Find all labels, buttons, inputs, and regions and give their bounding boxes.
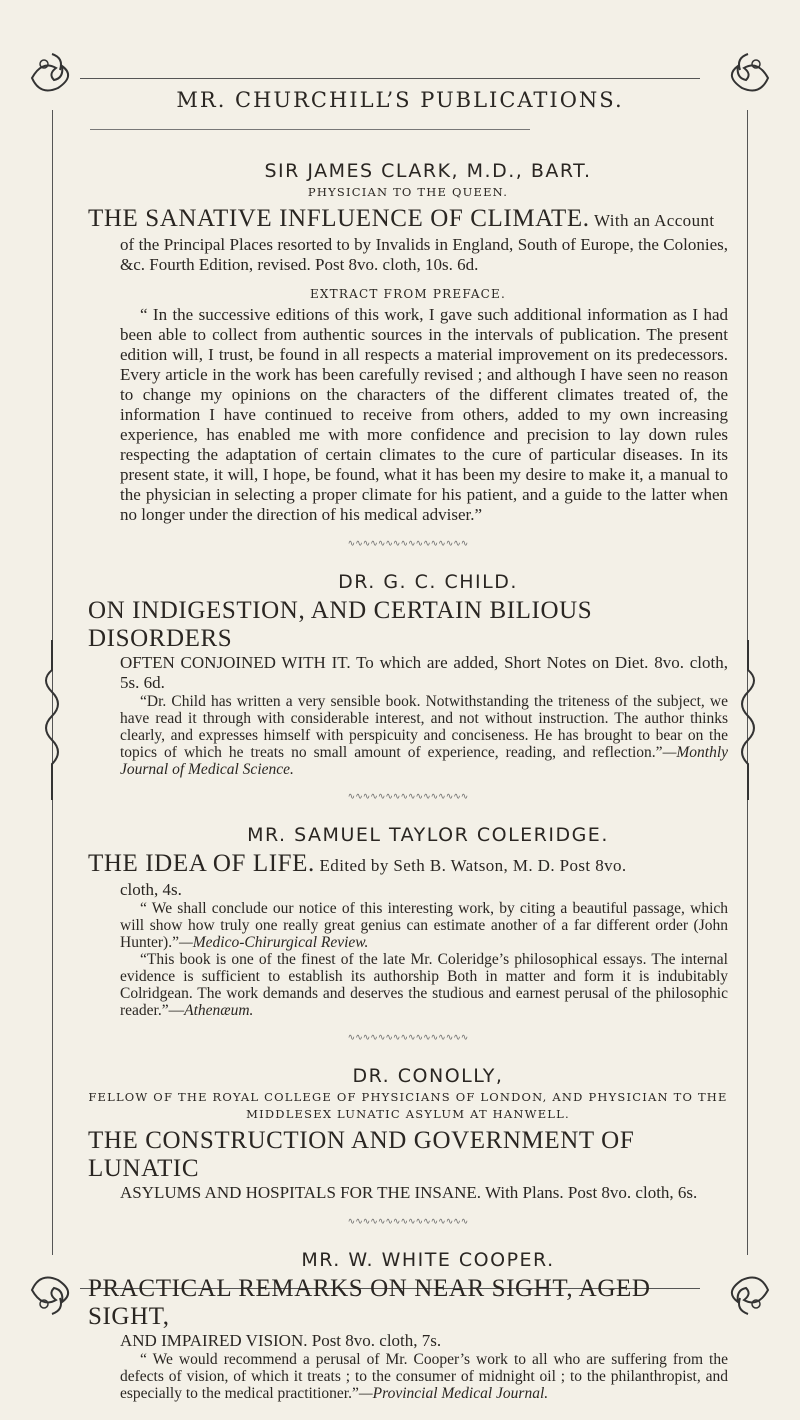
author-credential: FELLOW OF THE ROYAL COLLEGE OF PHYSICIANS OF LONDON, AND PHYSICIAN TO THE MIDDLESEX LUNATIC ASYLUM AT HANWELL.	[88, 1090, 728, 1121]
review-quote	[120, 693, 728, 778]
border-top-rule	[80, 78, 700, 79]
section-divider: ∿∿∿∿∿∿∿∿∿∿∿∿∿∿∿∿	[347, 792, 469, 802]
author-name: SIR JAMES CLARK, M.D., BART.	[264, 160, 592, 182]
author-credential: PHYSICIAN TO THE QUEEN.	[307, 185, 509, 199]
publications-list	[88, 160, 728, 1420]
side-scroll-ornament-icon	[734, 640, 762, 800]
book-title: PRACTICAL REMARKS ON NEAR SIGHT, AGED SIGHT,	[88, 1275, 651, 1330]
review-quote	[120, 1351, 728, 1402]
publication-clark	[88, 160, 728, 549]
review-source: —Medico-Chirurgical Review.	[178, 934, 369, 951]
review-quote	[120, 900, 728, 951]
preface-extract: “ In the successive editions of this work, I gave such additional information as I had been able to collect from authentic sources in the intervals of publication. The present edition will, I trust, be found in all respects a material improvement on its predecessors. Every article in the work has been carefully revised ; and although I have seen no reason to change my opinions on the characters of the different climates treated of, the information I have continued to receive from others, added to my own increasing experience, has enabled me with more confidence and precision to lay down rules respecting the adaptation of certain climates to the cure of particular diseases. In its present state, it will, I hope, be found, what it has been my desire to make it, a manual to the physician in selecting a proper climate for his patient, and a guide to the latter when no longer under the direction of his medical adviser.”	[120, 305, 728, 524]
book-title	[88, 205, 728, 235]
book-title-main: THE SANATIVE INFLUENCE OF CLIMATE.	[88, 205, 590, 232]
author-name: MR. W. WHITE COOPER.	[301, 1249, 555, 1271]
author-name: DR. G. C. CHILD.	[338, 571, 518, 593]
book-details: of the Principal Places resorted to by Invalids in England, South of Europe, the Colonies, &c. Fourth Edition, revised. Post 8vo. cloth, 10s. 6d.	[120, 235, 728, 274]
book-details: cloth, 4s.	[120, 880, 182, 899]
review-text: “Dr. Child has written a very sensible book. Notwithstanding the triteness of the subject, we have read it through with considerable interest, and not without instruction. The author thinks clearly, and expresses himself with perspicuity and conciseness. He has brought to bear on the topics of which he treats no small amount of experience, reading, and reflection.”	[120, 693, 728, 761]
book-title-rest: Edited by Seth B. Watson, M. D. Post 8vo.	[314, 856, 627, 875]
header-underline-rule	[90, 129, 530, 130]
review-text: “ We would recommend a perusal of Mr. Cooper’s work to all who are suffering from the defects of vision, of which it treats ; to the consumer of midnight oil ; to the philanthropist, and especially to the medical practitioner.”	[120, 1351, 728, 1402]
review-text: “This book is one of the finest of the late Mr. Coleridge’s philosophical essays. The internal evidence is sufficient to establish its authorship Both in matter and form it is indubitably Colridgean. The work demands and deserves the studious and earnest perusal of the philosophic reader.”—	[120, 951, 728, 1019]
book-details: AND IMPAIRED VISION. Post 8vo. cloth, 7s.	[120, 1331, 442, 1350]
section-divider: ∿∿∿∿∿∿∿∿∿∿∿∿∿∿∿∿	[347, 1033, 469, 1043]
book-details: OFTEN CONJOINED WITH IT. To which are added, Short Notes on Diet. 8vo. cloth, 5s. 6d.	[120, 653, 728, 692]
review-quote	[120, 951, 728, 1019]
review-source: —Monthly Journal of Medical Science.	[120, 744, 728, 778]
review-text: “ We shall conclude our notice of this interesting work, by citing a beautiful passage, which will show how truly one really great genius can estimate another of a far different order (John Hunter).”	[120, 900, 728, 951]
extract-heading: EXTRACT FROM PREFACE.	[309, 287, 507, 301]
publication-conolly	[88, 1065, 728, 1227]
review-source: Athenæum.	[184, 1002, 254, 1019]
side-scroll-ornament-icon	[38, 640, 66, 800]
page-title: MR. CHURCHILL’S PUBLICATIONS.	[176, 88, 624, 112]
author-name: MR. SAMUEL TAYLOR COLERIDGE.	[247, 824, 609, 846]
review-source: —Provincial Medical Journal.	[358, 1385, 549, 1402]
book-title	[88, 850, 728, 880]
author-name: DR. CONOLLY,	[352, 1065, 504, 1087]
publication-coleridge	[88, 824, 728, 1043]
book-title-main: THE IDEA OF LIFE.	[88, 850, 315, 877]
book-title-rest: With an Account	[589, 211, 715, 230]
book-title: THE CONSTRUCTION AND GOVERNMENT OF LUNATIC	[88, 1127, 635, 1182]
book-title: ON INDIGESTION, AND CERTAIN BILIOUS DISORDERS	[88, 597, 593, 652]
section-divider: ∿∿∿∿∿∿∿∿∿∿∿∿∿∿∿∿	[347, 539, 469, 549]
publication-child	[88, 571, 728, 802]
corner-ornament-icon	[22, 1254, 92, 1324]
publication-cooper	[88, 1249, 728, 1402]
book-details: ASYLUMS AND HOSPITALS FOR THE INSANE. With Plans. Post 8vo. cloth, 6s.	[120, 1183, 698, 1202]
section-divider: ∿∿∿∿∿∿∿∿∿∿∿∿∿∿∿∿	[347, 1217, 469, 1227]
